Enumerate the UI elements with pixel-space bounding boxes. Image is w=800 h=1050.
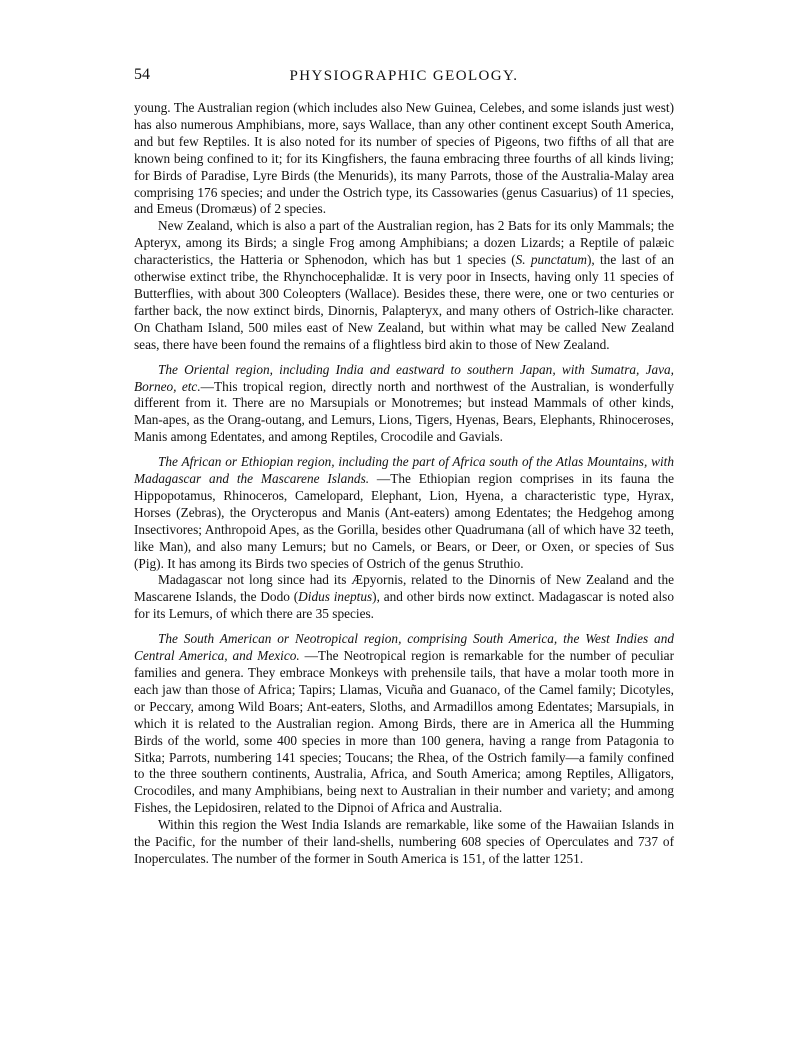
body-text [134,100,674,868]
paragraph-oriental-region [134,362,674,447]
paragraph-text: young. The Australian region (which includes also New Guinea, Celebes, and some islands just west) has also numerous Amphibians, more, says Wallace, than any other continent except South America, and but few Reptiles. It is also noted for its number of species of Pigeons, two fifths of all that are known being confined to it; for its Kingfishers, the fauna embracing three fourths of all kinds living; for Birds of Paradise, Lyre Birds (the Menurids), its many Parrots, those of the Australia-Malay area comprising 176 species; and under the Ostrich type, its Cassowaries (genus Casuarius) of 11 species, and Emeus (Dromæus) of 2 species. [134,100,674,217]
paragraph-text: ), the last of an otherwise extinct tribe, the Rhynchocephalidæ. It is very poor in Insects, having only 11 species of Butterflies, with about 300 Coleopters (Wallace). Besides these, there were, one or two centuries or farther back, the now extinct birds, Dinornis, Palapteryx, and many others of Ostrich-like character. On Chatham Island, 500 miles east of New Zealand, but within what may be called New Zealand seas, there have been found the remains of a flightless bird akin to those of New Zealand. [134,252,675,352]
paragraph-madagascar [134,572,674,623]
paragraph-text: ), and other birds now extinct. Madagascar is noted also for its Lemurs, of which there are 35 species. [134,589,674,622]
section-heading-italic: The South American or Neotropical region, comprising South America, the West Indies and Central America, and Mexico. [134,631,674,664]
running-title: PHYSIOGRAPHIC GEOLOGY. [289,68,519,84]
paragraph-text: Madagascar not long since had its Æpyornis, related to the Dinornis of New Zealand and the Mascarene Islands, the Dodo ( [134,572,674,605]
paragraph-text: —The Ethiopian region comprises in its fauna the Hippopotamus, Rhinoceros, Camelopard, Elephant, Lion, Hyena, a characteristic type, Hyrax, Horses (Zebras), the Orycteropus and Manis (Ant-eaters) among Edentates; the Hedgehog among Insectivores; Anthropoid Apes, as the Gorilla, besides other Quadrumana (all of which have 32 teeth, like Man), and also many Lemurs; but no Camels, or Bears, or Deer, or Oxen, or species of Sus (Pig). It has among its Birds two species of Ostrich of the genus Struthio. [134,471,674,571]
paragraph-west-india-islands [134,817,674,868]
page-header [134,66,674,90]
paragraph-text: New Zealand, which is also a part of the Australian region, has 2 Bats for its only Mammals; the Apteryx, among its Birds; a single Frog among Amphibians; a dozen Lizards; a Reptile of palæic characteristics, the Hatteria or Sphenodon, which has but 1 species ( [134,218,674,268]
paragraph-ethiopian-region [134,454,674,572]
species-name-italic: Didus ineptus [298,589,373,605]
page-number: 54 [134,66,150,83]
section-heading-italic: The African or Ethiopian region, including the part of Africa south of the Atlas Mountains, with Madagascar and the Mascarene Islands. [134,454,674,487]
paragraph-neotropical-region [134,631,674,817]
species-name-italic: S. punctatum [515,252,587,268]
paragraph-new-zealand [134,218,674,353]
section-heading-italic: The Oriental region, including India and eastward to southern Japan, with Sumatra, Java, Borneo, etc. [134,361,674,394]
paragraph-text: —This tropical region, directly north and northwest of the Australian, is wonderfully different from it. There are no Marsupials or Monotremes; but instead Mammals of other kinds, Man-apes, as the Orang-outang, and Lemurs, Lions, Tigers, Hyenas, Bears, Elephants, Rhinoceroses, Manis among Edentates, and among Reptiles, Crocodile and Gavials. [134,378,674,445]
paragraph-australian-region [134,100,674,218]
paragraph-text: Within this region the West India Islands are remarkable, like some of the Hawaiian Islands in the Pacific, for the number of their land-shells, numbering 608 species of Operculates and 737 of Inoperculates. The number of the former in South America is 151, of the latter 1251. [134,817,674,866]
paragraph-text: —The Neotropical region is remarkable for the number of peculiar families and genera. They embrace Monkeys with prehensile tails, that have a molar tooth more in each jaw than those of Africa; Tapirs; Llamas, Vicuña and Guanaco, of the Camel family; Dicotyles, or Peccary, among Wild Boars; Ant-eaters, Sloths, and Armadillos among Edentates; Marsupials, in which it is related to the Australian region. Among Birds, there are in America all the Humming Birds of the world, some 400 species in more than 100 genera, having a range from Patagonia to Sitka; Parrots, numbering 141 species; Toucans; the Rhea, of the Ostrich family—a family confined to the three southern continents, Australia, Africa, and South America; among Reptiles, Alligators, Crocodiles, and many Amphibians, being next to Australian in their number and variety; and among Fishes, the Lepidosiren, related to the Dipnoi of Africa and Australia. [134,648,674,816]
